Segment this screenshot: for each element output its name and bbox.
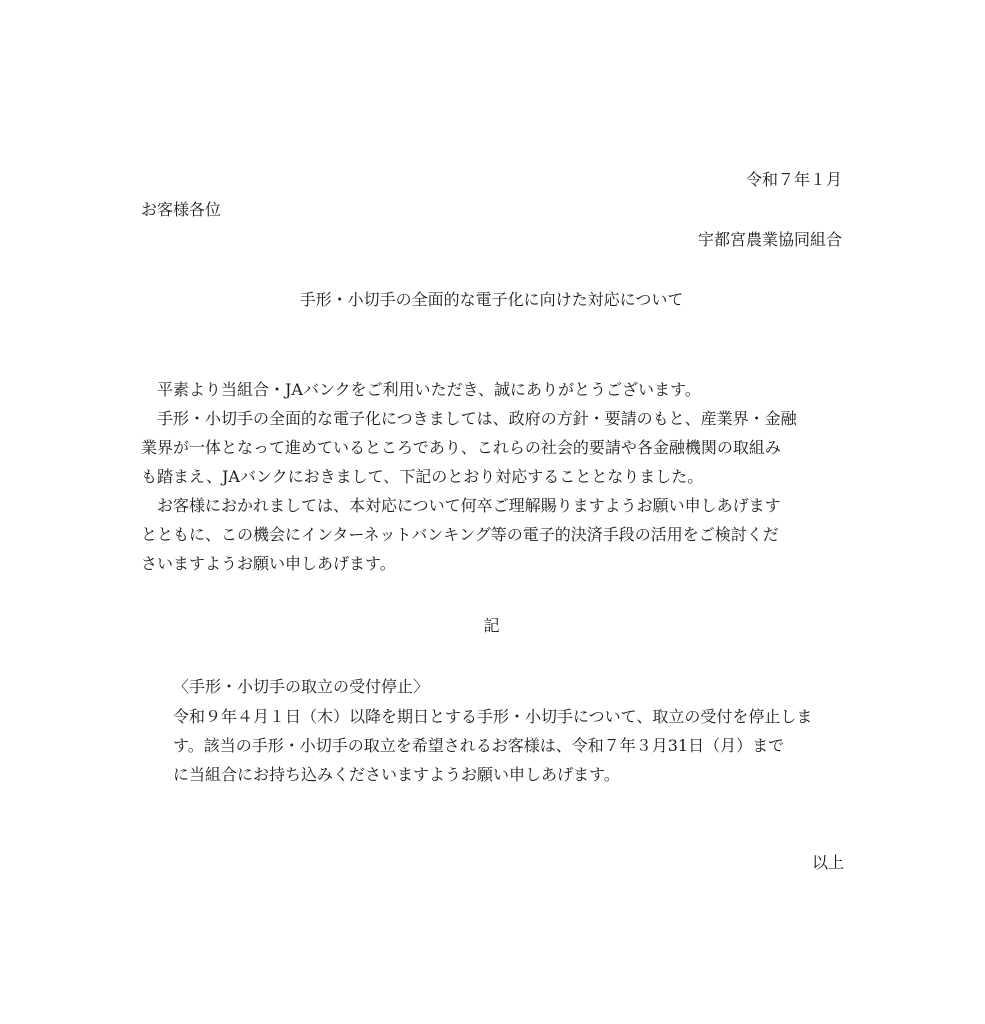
ki-heading: 記 xyxy=(483,616,500,635)
greeting-line: 平素より当組合・JAバンクをご利用いただき、誠にありがとうございます。 xyxy=(157,380,701,399)
notice-title: 手形・小切手の全面的な電子化に向けた対応について xyxy=(299,290,684,309)
section-line-2: す。該当の手形・小切手の取立を希望されるお客様は、令和７年３月31日（月）まで xyxy=(173,736,785,755)
body-paragraph-2-line-2: 業界が一体となって進めているところであり、これらの社会的要請や各金融機関の取組み xyxy=(141,438,781,457)
closing-ijou: 以上 xyxy=(811,853,844,872)
body-paragraph-3-line-3: さいますようお願い申しあげます。 xyxy=(141,554,396,573)
section-heading: 〈手形・小切手の取立の受付停止〉 xyxy=(173,677,430,696)
recipient: お客様各位 xyxy=(141,200,222,219)
section-line-3: に当組合にお持ち込みくださいますようお願い申しあげます。 xyxy=(173,765,620,784)
body-paragraph-3-line-1: お客様におかれましては、本対応について何卒ご理解賜りますようお願い申しあげます xyxy=(157,496,781,515)
sender-organization: 宇都宮農業協同組合 xyxy=(697,230,842,249)
section-line-1: 令和９年４月１日（木）以降を期日とする手形・小切手について、取立の受付を停止しま xyxy=(173,707,813,726)
body-paragraph-2-line-3: も踏まえ、JAバンクにおきまして、下記のとおり対応することとなりました。 xyxy=(141,467,704,486)
body-paragraph-3-line-2: とともに、この機会にインターネットバンキング等の電子的決済手段の活用をご検討くだ xyxy=(141,525,779,544)
notice-date: 令和７年１月 xyxy=(745,170,842,189)
body-paragraph-2-line-1: 手形・小切手の全面的な電子化につきましては、政府の方針・要請のもと、産業界・金融 xyxy=(157,409,797,428)
